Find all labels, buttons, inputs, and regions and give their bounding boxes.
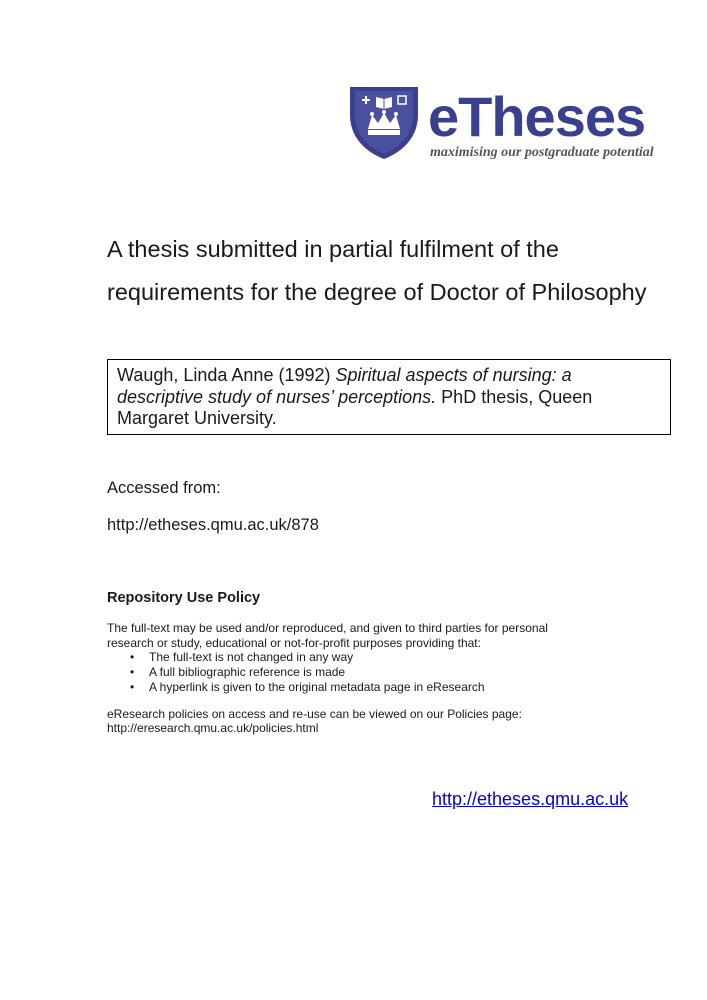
policy-condition-text: A full bibliographic reference is made <box>149 665 346 679</box>
shield-icon <box>348 85 420 161</box>
policy-condition-text: A hyperlink is given to the original metadata page in eResearch <box>149 680 485 694</box>
policy-footer <box>107 707 577 735</box>
bullet-icon: • <box>130 680 135 694</box>
bullet-icon: • <box>130 650 135 664</box>
logo-wordmark: eTheses <box>428 85 646 148</box>
degree-statement <box>107 228 687 314</box>
list-item <box>107 650 485 665</box>
accessed-from-label: Accessed from: <box>107 479 221 497</box>
citation-author-year: Waugh, Linda Anne (1992) <box>117 365 336 385</box>
etheses-site-link[interactable]: http://etheses.qmu.ac.uk <box>432 789 629 809</box>
policy-conditions-list <box>107 650 485 695</box>
citation-box <box>107 359 671 435</box>
policy-footer-url: http://eresearch.qmu.ac.uk/policies.html <box>107 721 319 735</box>
repository-policy-intro: The full-text may be used and/or reproduced, and given to third parties for personal research or study, educational or not-for-profit purposes providing that: <box>107 621 548 650</box>
degree-statement-line-2: requirements for the degree of Doctor of Philosophy <box>107 279 647 305</box>
repository-policy-title: Repository Use Policy <box>107 590 261 606</box>
policy-footer-text: eResearch policies on access and re-use can be viewed on our Policies page: <box>107 707 522 721</box>
policy-condition-text: The full-text is not changed in any way <box>149 650 354 664</box>
list-item <box>107 680 485 695</box>
etheses-logo <box>348 85 670 165</box>
accessed-from-url: http://etheses.qmu.ac.uk/878 <box>107 516 319 534</box>
citation-title: Spiritual aspects of nursing: a descriptive study of nurses’ perceptions. <box>117 365 572 407</box>
list-item <box>107 665 485 680</box>
degree-statement-line-1: A thesis submitted in partial fulfilment of the <box>107 236 559 262</box>
crown-icon <box>368 110 400 135</box>
citation-details: PhD thesis, Queen Margaret University. <box>117 386 593 428</box>
logo-tagline: maximising our postgraduate potential <box>430 145 654 160</box>
bullet-icon: • <box>130 665 135 679</box>
